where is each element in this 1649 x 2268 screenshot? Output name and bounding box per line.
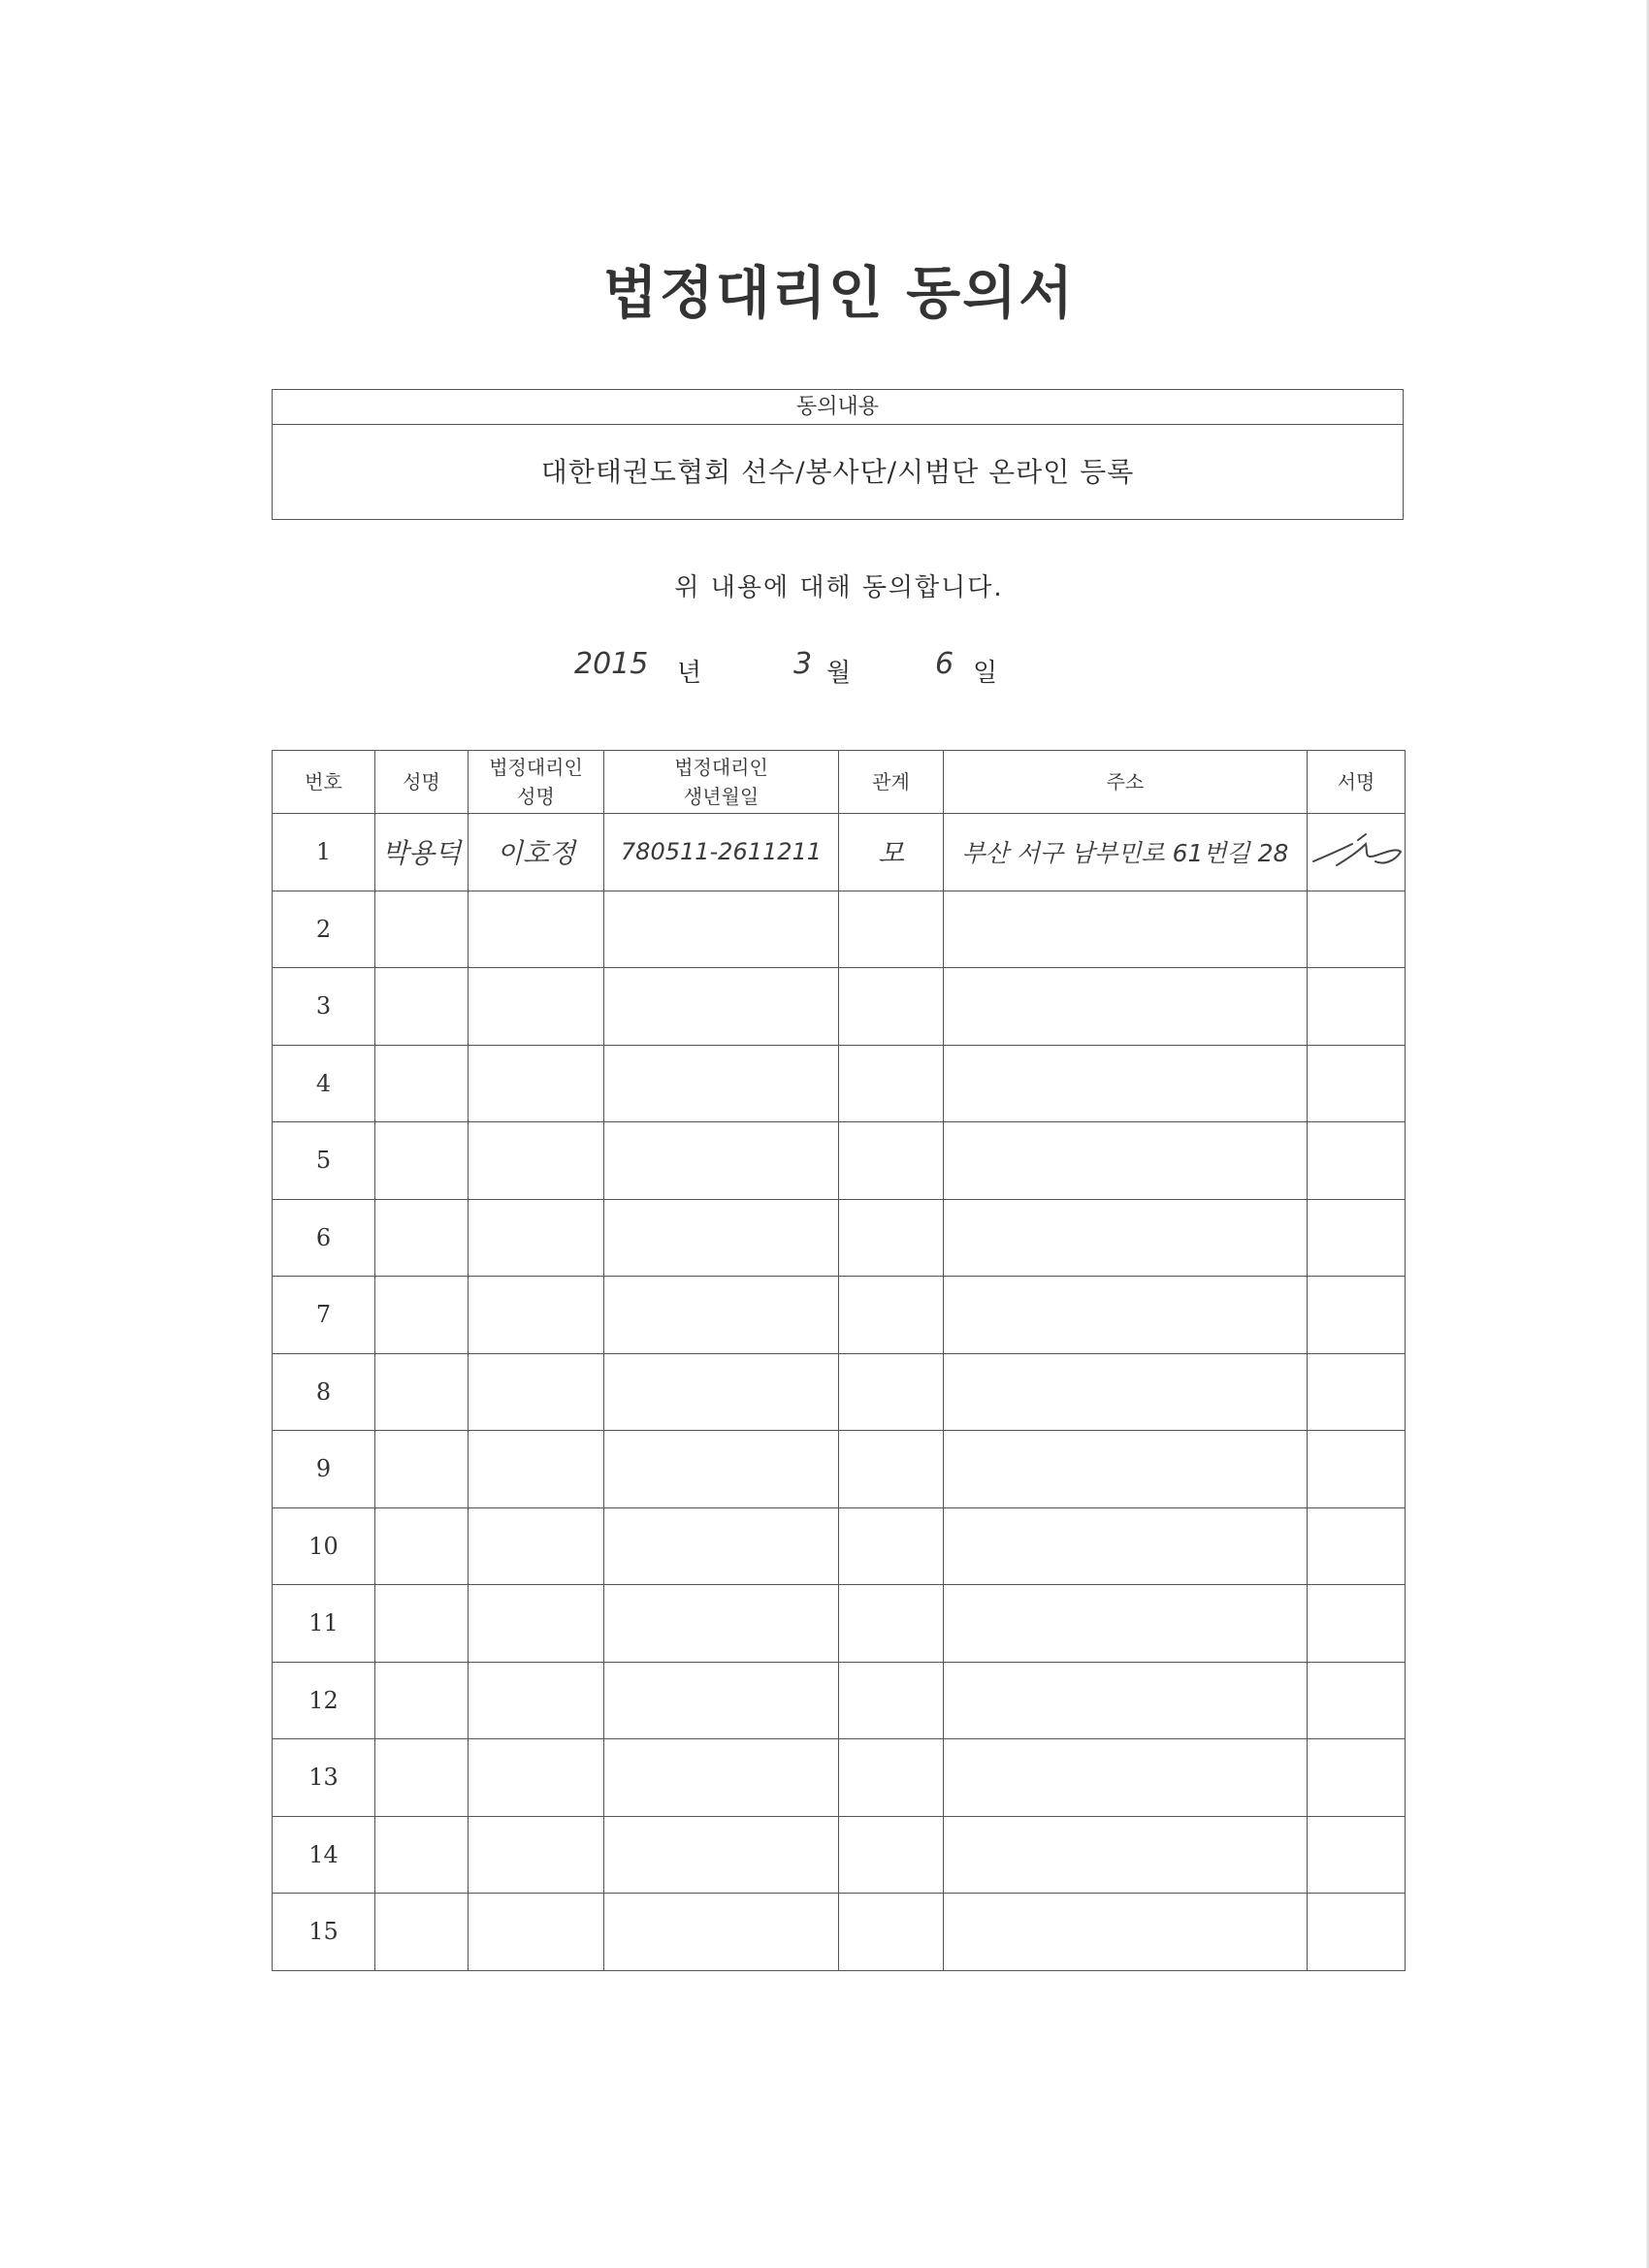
cell-signature — [1308, 968, 1406, 1046]
consent-content: 대한태권도협회 선수/봉사단/시범단 온라인 등록 — [540, 456, 1135, 488]
cell-guardian-birth — [604, 814, 839, 891]
cell-relation — [839, 1662, 944, 1739]
cell-address — [944, 814, 1308, 891]
date-year: 2015 — [574, 647, 649, 681]
cell-address — [944, 1894, 1308, 1971]
row-number: 13 — [273, 1739, 375, 1817]
row-number: 7 — [273, 1277, 375, 1354]
consent-box — [272, 389, 1404, 520]
agreement-text: 위 내용에 대해 동의합니다. — [674, 573, 1004, 602]
cell-signature — [1308, 1507, 1406, 1585]
handwritten-guardian-birth: 780511-2611211 — [620, 838, 823, 866]
row-number: 2 — [273, 891, 375, 968]
cell-guardian-birth — [604, 1122, 839, 1200]
row-number: 8 — [273, 1353, 375, 1431]
table-row — [273, 814, 1406, 891]
cell-guardian-birth — [604, 891, 839, 968]
table-row — [273, 1507, 1406, 1585]
cell-signature — [1308, 1122, 1406, 1200]
row-number: 11 — [273, 1585, 375, 1663]
cell-name — [375, 1585, 469, 1663]
cell-relation — [839, 1507, 944, 1585]
cell-signature — [1308, 1739, 1406, 1817]
header-guardian-name: 법정대리인 성명 — [469, 751, 604, 814]
cell-signature — [1308, 1353, 1406, 1431]
cell-relation — [839, 814, 944, 891]
date-day-unit: 일 — [973, 659, 998, 688]
table-row — [273, 891, 1406, 968]
cell-guardian-name — [469, 1277, 604, 1354]
cell-relation — [839, 1122, 944, 1200]
cell-signature — [1308, 1585, 1406, 1663]
cell-signature — [1308, 1816, 1406, 1894]
cell-guardian-name — [469, 1199, 604, 1277]
cell-address — [944, 968, 1308, 1046]
cell-signature — [1308, 891, 1406, 968]
cell-address — [944, 891, 1308, 968]
cell-address — [944, 1122, 1308, 1200]
row-number: 10 — [273, 1507, 375, 1585]
cell-guardian-birth — [604, 1199, 839, 1277]
cell-guardian-birth — [604, 1662, 839, 1739]
cell-address — [944, 1816, 1308, 1894]
cell-name — [375, 1662, 469, 1739]
cell-guardian-birth — [604, 1894, 839, 1971]
handwritten-relation: 모 — [877, 837, 905, 870]
cell-name — [375, 1739, 469, 1817]
consent-header: 동의내용 — [273, 390, 1403, 425]
cell-guardian-name — [469, 1585, 604, 1663]
cell-relation — [839, 1585, 944, 1663]
cell-relation — [839, 968, 944, 1046]
date-month: 3 — [793, 647, 813, 681]
document-title: 법정대리인 동의서 — [602, 260, 1076, 326]
cell-name — [375, 968, 469, 1046]
cell-address — [944, 1199, 1308, 1277]
cell-guardian-birth — [604, 1277, 839, 1354]
cell-address — [944, 1585, 1308, 1663]
cell-guardian-name — [469, 1816, 604, 1894]
row-number: 1 — [273, 814, 375, 891]
cell-guardian-name — [469, 1353, 604, 1431]
cell-guardian-birth — [604, 1507, 839, 1585]
row-number: 5 — [273, 1122, 375, 1200]
header-name: 성명 — [375, 751, 469, 814]
cell-guardian-name — [469, 1894, 604, 1971]
cell-guardian-birth — [604, 1353, 839, 1431]
cell-relation — [839, 1045, 944, 1122]
table-row — [273, 1585, 1406, 1663]
cell-name — [375, 891, 469, 968]
cell-name — [375, 1816, 469, 1894]
cell-name — [375, 814, 469, 891]
cell-guardian-name — [469, 1045, 604, 1122]
row-number: 14 — [273, 1816, 375, 1894]
cell-guardian-name — [469, 1122, 604, 1200]
cell-name — [375, 1277, 469, 1354]
row-number: 15 — [273, 1894, 375, 1971]
signature-scribble — [1308, 823, 1405, 881]
cell-signature — [1308, 814, 1406, 891]
cell-name — [375, 1045, 469, 1122]
header-relation: 관계 — [839, 751, 944, 814]
registration-table — [272, 750, 1406, 1971]
cell-guardian-name — [469, 1431, 604, 1508]
cell-signature — [1308, 1277, 1406, 1354]
cell-relation — [839, 1816, 944, 1894]
table-row — [273, 1662, 1406, 1739]
row-number: 3 — [273, 968, 375, 1046]
row-number: 12 — [273, 1662, 375, 1739]
cell-address — [944, 1507, 1308, 1585]
row-number: 6 — [273, 1199, 375, 1277]
cell-address — [944, 1277, 1308, 1354]
cell-guardian-name — [469, 968, 604, 1046]
date-row — [0, 645, 1649, 694]
date-day: 6 — [935, 647, 954, 681]
cell-name — [375, 1353, 469, 1431]
table-row — [273, 1277, 1406, 1354]
header-guardian-birth: 법정대리인 생년월일 — [604, 751, 839, 814]
table-row — [273, 1122, 1406, 1200]
table-row — [273, 1431, 1406, 1508]
row-number: 9 — [273, 1431, 375, 1508]
table-row — [273, 1353, 1406, 1431]
cell-guardian-name — [469, 1662, 604, 1739]
cell-address — [944, 1431, 1308, 1508]
table-row — [273, 1816, 1406, 1894]
cell-relation — [839, 1894, 944, 1971]
date-year-unit: 년 — [677, 659, 702, 688]
cell-guardian-birth — [604, 1431, 839, 1508]
table-row — [273, 968, 1406, 1046]
header-signature: 서명 — [1308, 751, 1406, 814]
table-row — [273, 1739, 1406, 1817]
handwritten-guardian-name: 이호정 — [496, 837, 576, 870]
cell-relation — [839, 1199, 944, 1277]
cell-relation — [839, 1431, 944, 1508]
table-row — [273, 1045, 1406, 1122]
cell-guardian-birth — [604, 968, 839, 1046]
cell-guardian-name — [469, 1739, 604, 1817]
cell-guardian-birth — [604, 1045, 839, 1122]
cell-guardian-name — [469, 891, 604, 968]
table-row — [273, 1199, 1406, 1277]
row-number: 4 — [273, 1045, 375, 1122]
cell-signature — [1308, 1431, 1406, 1508]
cell-name — [375, 1122, 469, 1200]
header-number: 번호 — [273, 751, 375, 814]
cell-name — [375, 1894, 469, 1971]
cell-signature — [1308, 1045, 1406, 1122]
cell-name — [375, 1507, 469, 1585]
date-month-unit: 월 — [826, 659, 852, 688]
cell-signature — [1308, 1894, 1406, 1971]
cell-relation — [839, 1277, 944, 1354]
handwritten-name: 박용덕 — [381, 837, 462, 870]
table-row — [273, 1894, 1406, 1971]
cell-address — [944, 1739, 1308, 1817]
cell-signature — [1308, 1199, 1406, 1277]
cell-guardian-birth — [604, 1585, 839, 1663]
header-address: 주소 — [944, 751, 1308, 814]
cell-name — [375, 1199, 469, 1277]
table-header-row — [273, 751, 1406, 814]
cell-address — [944, 1045, 1308, 1122]
cell-guardian-name — [469, 1507, 604, 1585]
cell-address — [944, 1662, 1308, 1739]
cell-address — [944, 1353, 1308, 1431]
cell-guardian-birth — [604, 1816, 839, 1894]
handwritten-address: 부산 서구 남부민로 61번길 28 — [961, 839, 1289, 868]
cell-relation — [839, 1353, 944, 1431]
cell-relation — [839, 1739, 944, 1817]
cell-relation — [839, 891, 944, 968]
cell-guardian-name — [469, 814, 604, 891]
cell-guardian-birth — [604, 1739, 839, 1817]
cell-signature — [1308, 1662, 1406, 1739]
cell-name — [375, 1431, 469, 1508]
